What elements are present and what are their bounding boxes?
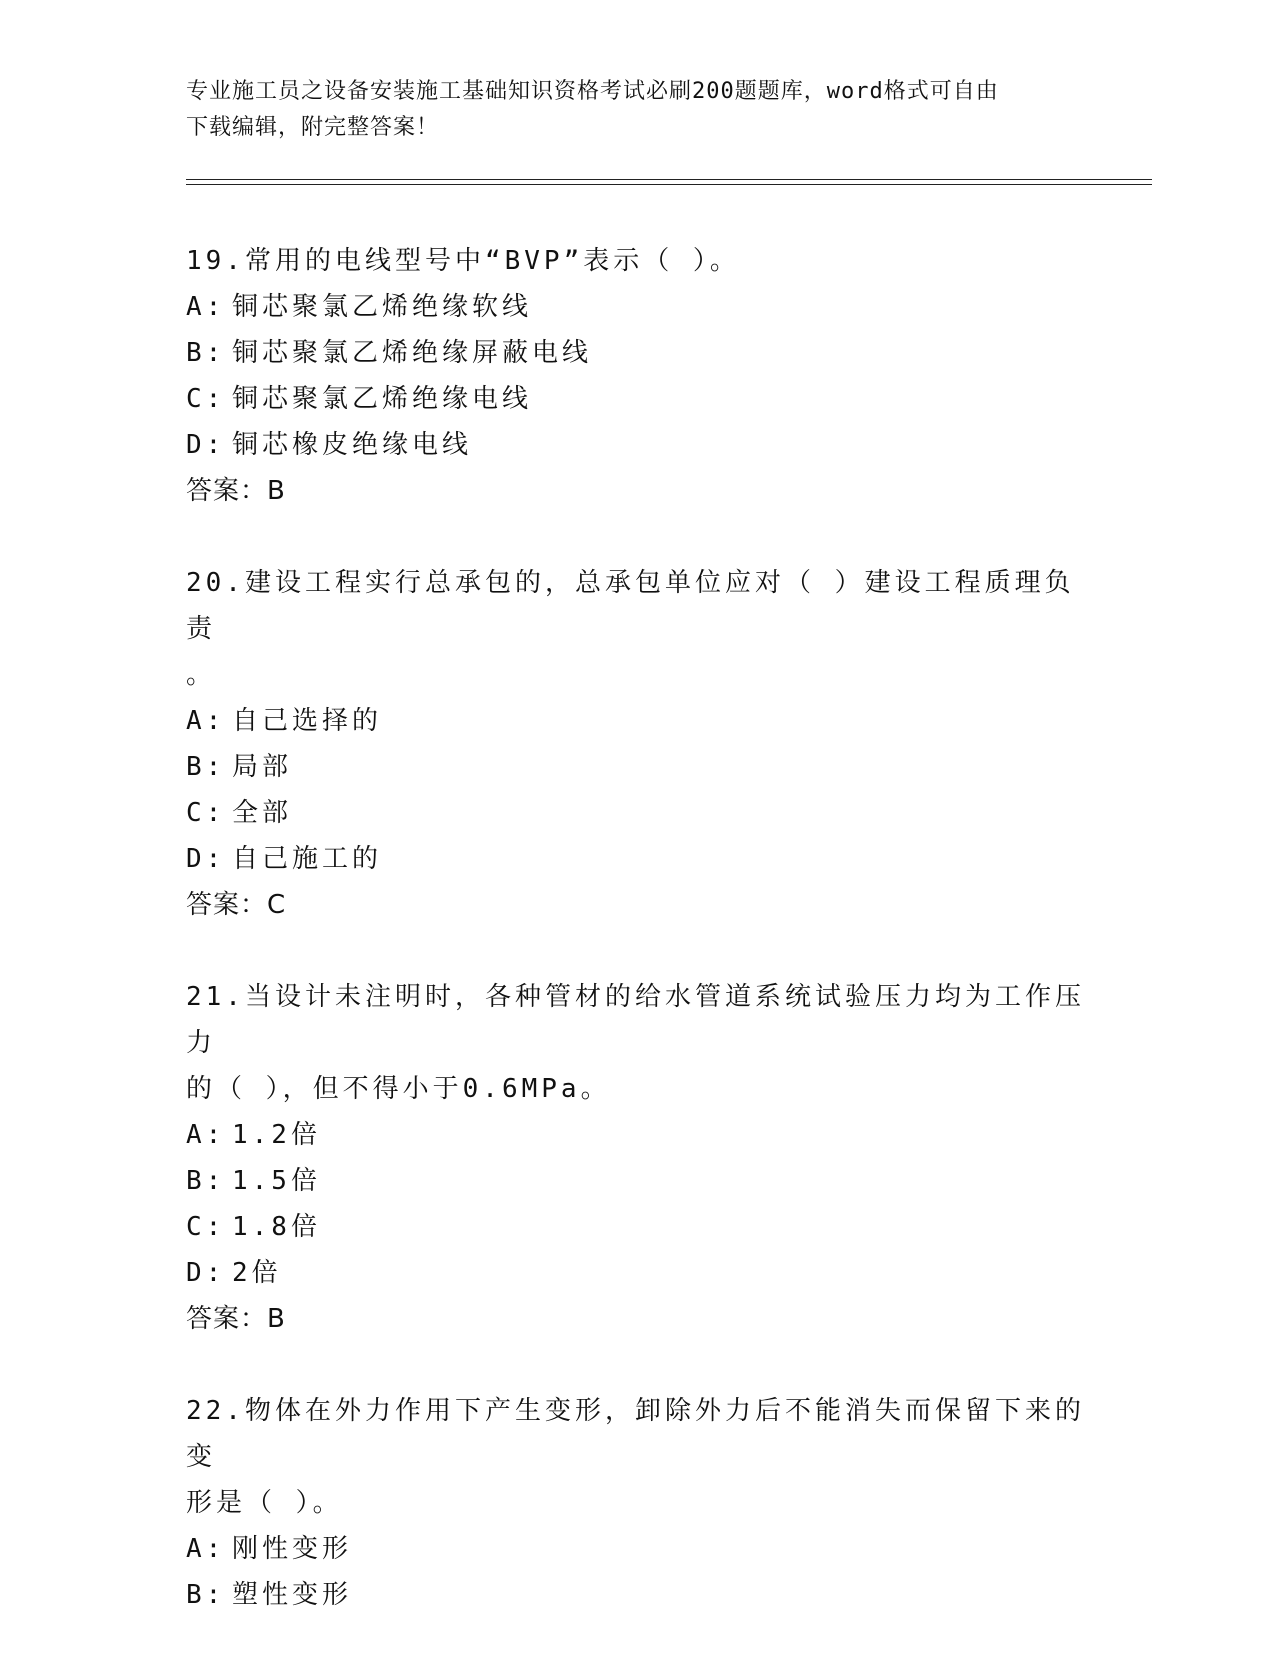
document-header bbox=[186, 74, 1086, 146]
option-d bbox=[186, 836, 1086, 882]
option-text: 1.5倍 bbox=[232, 1166, 321, 1196]
question-stem: 19.常用的电线型号中“BVP”表示（ ）。 bbox=[186, 246, 740, 276]
question-stem: 22.物体在外力作用下产生变形，卸除外力后不能消失而保留下来的变 bbox=[186, 1396, 1085, 1472]
option-c bbox=[186, 1204, 1086, 1250]
question-stem-continued: 形是（ ）。 bbox=[186, 1488, 343, 1518]
option-b bbox=[186, 744, 1086, 790]
option-text: 铜芯橡皮绝缘电线 bbox=[232, 430, 473, 460]
option-key: B: bbox=[186, 752, 226, 782]
option-key: B: bbox=[186, 1166, 226, 1196]
option-text: 自己选择的 bbox=[232, 706, 383, 736]
option-a bbox=[186, 698, 1086, 744]
option-text: 自己施工的 bbox=[232, 844, 383, 874]
option-key: A: bbox=[186, 1120, 226, 1150]
option-c bbox=[186, 376, 1086, 422]
option-text: 铜芯聚氯乙烯绝缘软线 bbox=[232, 292, 533, 322]
question-stem-continued: 的（ ），但不得小于0.6MPa。 bbox=[186, 1074, 611, 1104]
option-d bbox=[186, 422, 1086, 468]
answer: 答案：C bbox=[186, 890, 287, 920]
option-c bbox=[186, 790, 1086, 836]
question-20 bbox=[186, 560, 1086, 928]
option-key: C: bbox=[186, 798, 226, 828]
option-key: A: bbox=[186, 292, 226, 322]
option-b bbox=[186, 1572, 1086, 1618]
option-key: A: bbox=[186, 706, 226, 736]
question-19 bbox=[186, 238, 1086, 514]
question-22 bbox=[186, 1388, 1086, 1618]
option-text: 铜芯聚氯乙烯绝缘屏蔽电线 bbox=[232, 338, 593, 368]
header-divider-bottom bbox=[186, 184, 1152, 185]
option-b bbox=[186, 330, 1086, 376]
option-b bbox=[186, 1158, 1086, 1204]
question-stem: 20.建设工程实行总承包的，总承包单位应对（ ）建设工程质理负责 bbox=[186, 568, 1075, 644]
question-stem: 21.当设计未注明时，各种管材的给水管道系统试验压力均为工作压力 bbox=[186, 982, 1085, 1058]
option-key: C: bbox=[186, 384, 226, 414]
option-key: B: bbox=[186, 338, 226, 368]
option-a bbox=[186, 284, 1086, 330]
header-divider-top bbox=[186, 179, 1152, 180]
question-list bbox=[186, 238, 1086, 1664]
option-key: B: bbox=[186, 1580, 226, 1610]
option-text: 铜芯聚氯乙烯绝缘电线 bbox=[232, 384, 533, 414]
option-key: A: bbox=[186, 1534, 226, 1564]
option-key: D: bbox=[186, 430, 226, 460]
option-a bbox=[186, 1526, 1086, 1572]
header-line-2: 下载编辑，附完整答案！ bbox=[186, 115, 440, 140]
option-text: 全部 bbox=[232, 798, 293, 828]
option-key: D: bbox=[186, 1258, 226, 1288]
answer: 答案：B bbox=[186, 1304, 286, 1334]
question-21 bbox=[186, 974, 1086, 1342]
option-text: 局部 bbox=[232, 752, 293, 782]
question-stem-continued: 。 bbox=[186, 660, 217, 690]
option-text: 刚性变形 bbox=[232, 1534, 353, 1564]
option-text: 1.2倍 bbox=[232, 1120, 321, 1150]
option-a bbox=[186, 1112, 1086, 1158]
answer: 答案：B bbox=[186, 476, 286, 506]
option-key: C: bbox=[186, 1212, 226, 1242]
option-text: 2倍 bbox=[232, 1258, 282, 1288]
option-key: D: bbox=[186, 844, 226, 874]
option-d bbox=[186, 1250, 1086, 1296]
option-text: 塑性变形 bbox=[232, 1580, 353, 1610]
header-line-1: 专业施工员之设备安装施工基础知识资格考试必刷200题题库，word格式可自由 bbox=[186, 79, 999, 104]
option-text: 1.8倍 bbox=[232, 1212, 321, 1242]
